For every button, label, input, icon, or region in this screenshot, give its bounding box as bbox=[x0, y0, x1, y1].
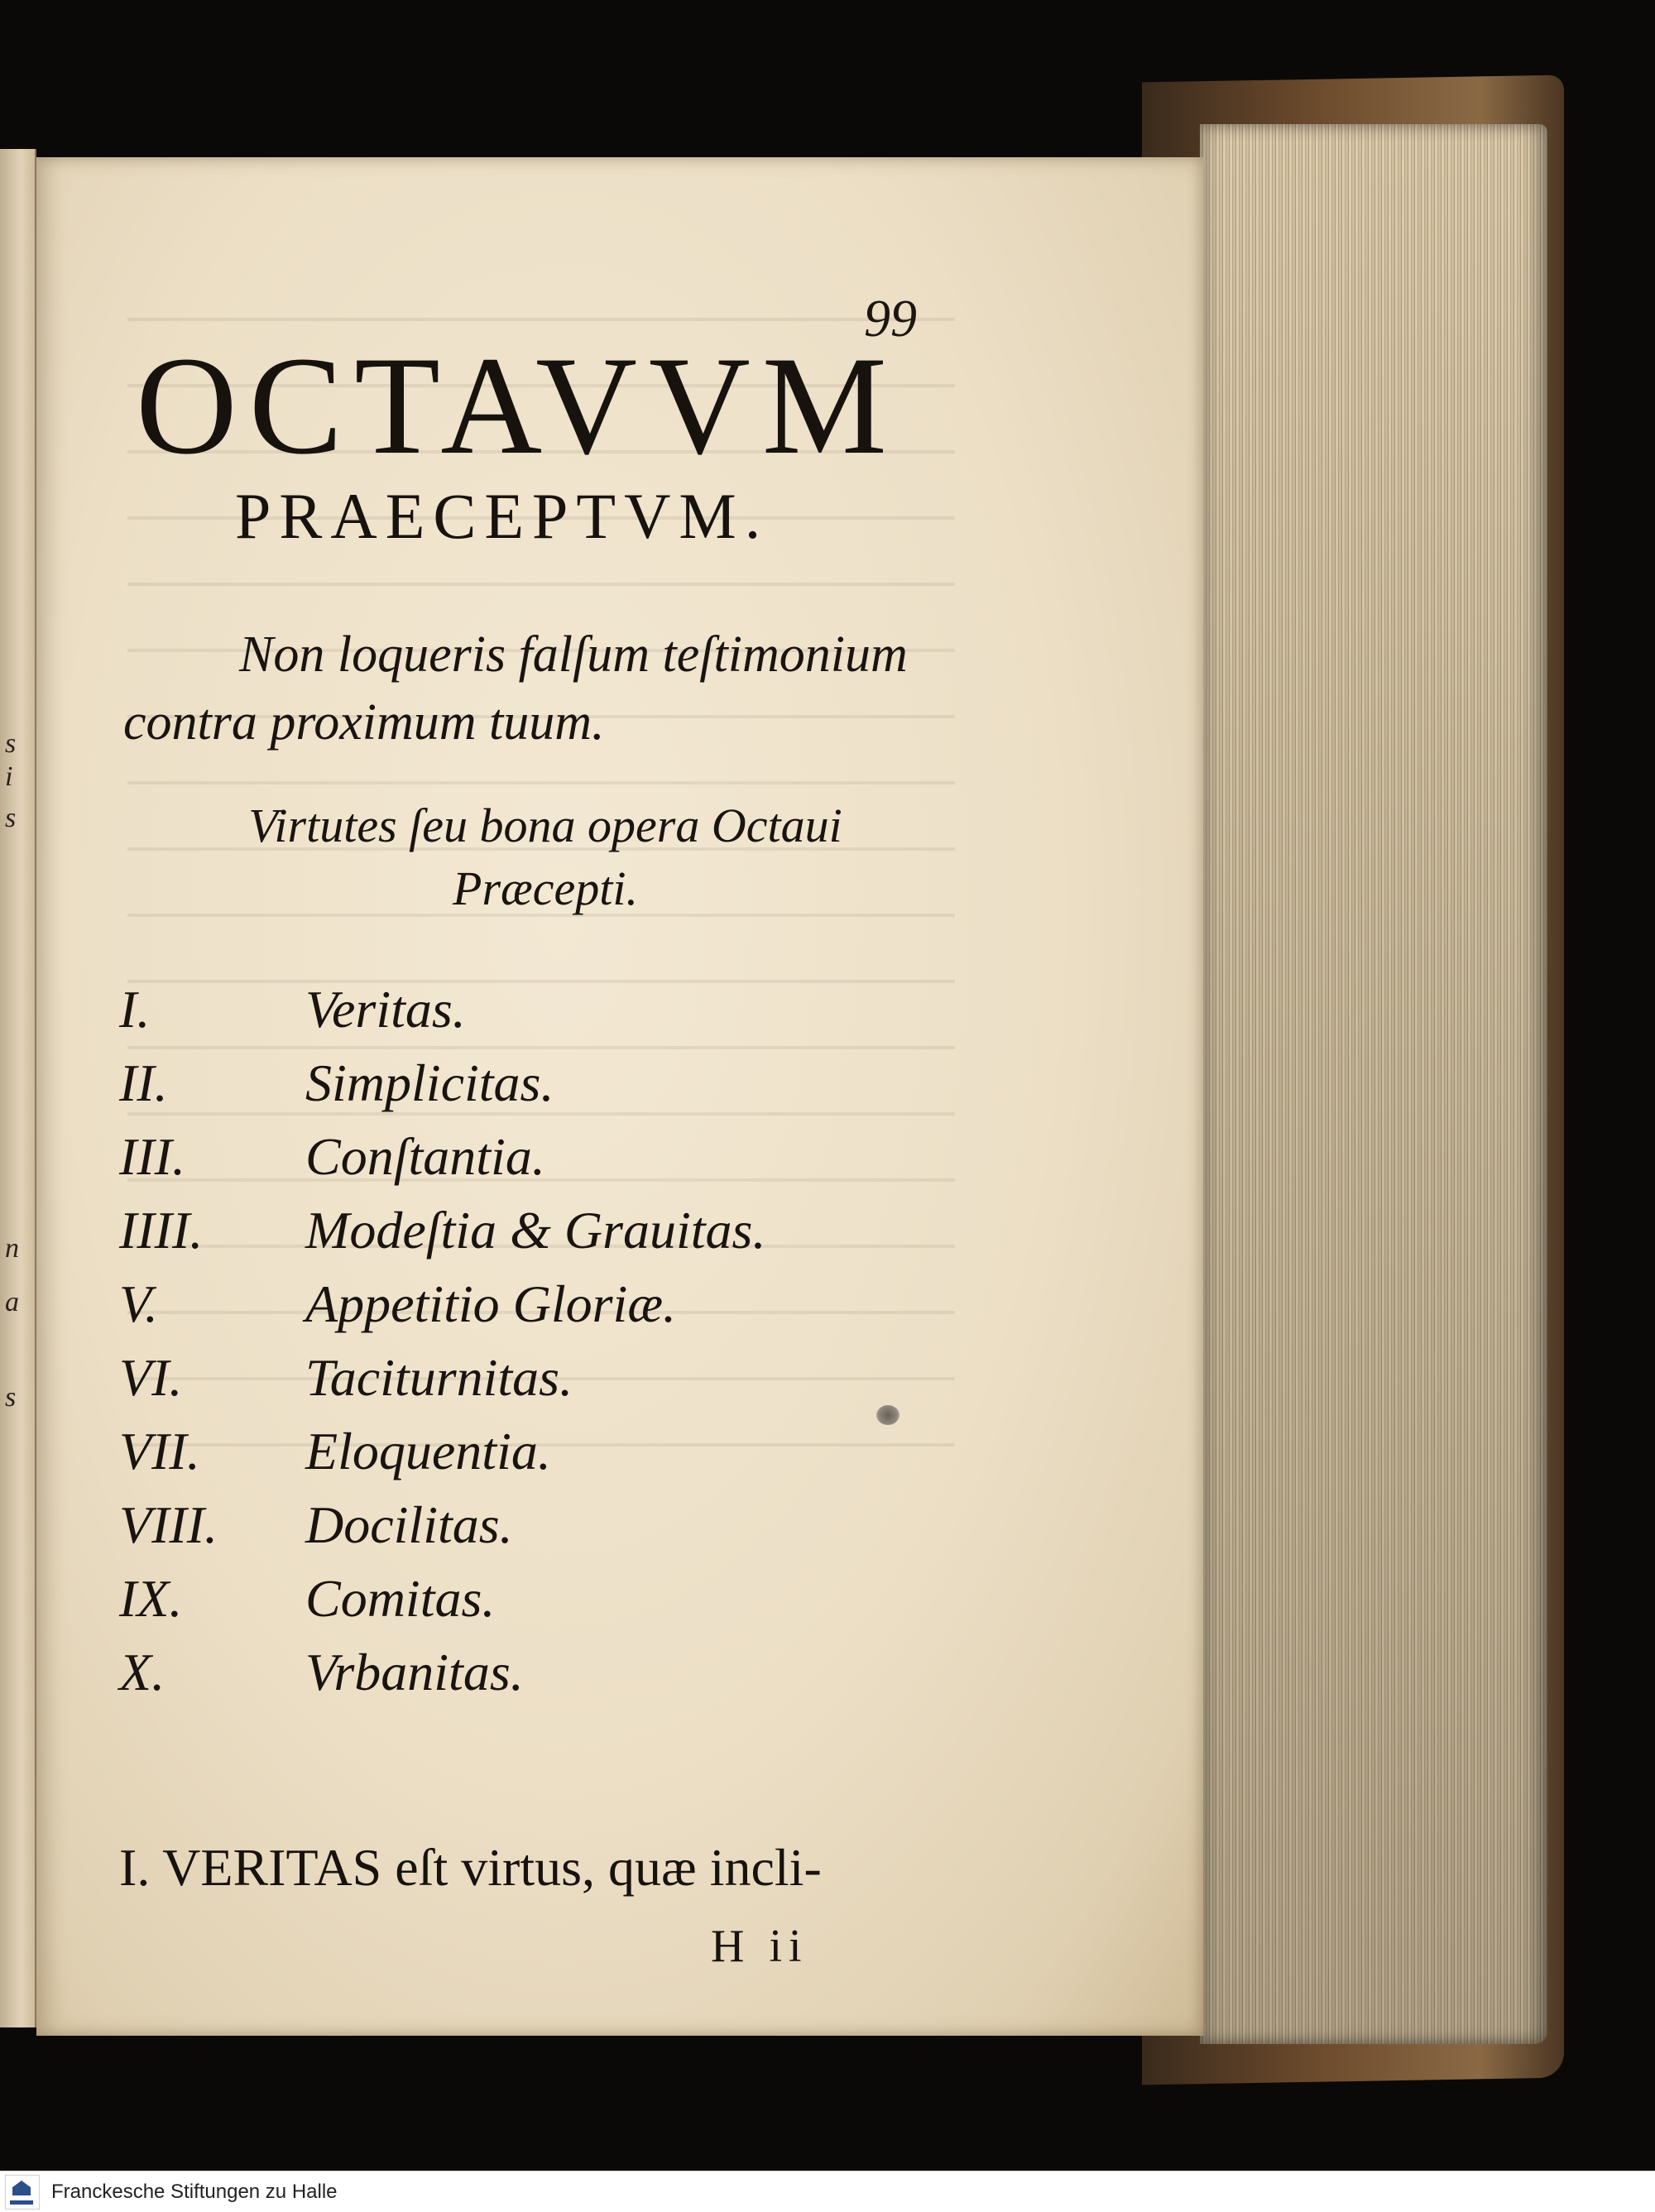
list-item bbox=[119, 1267, 947, 1341]
virtue-number: III. bbox=[119, 1126, 185, 1186]
list-item bbox=[119, 1488, 947, 1562]
virtue-name: Conſtantia. bbox=[305, 1126, 545, 1186]
institution-logo-icon[interactable] bbox=[5, 2175, 40, 2210]
virtue-name: Comitas. bbox=[305, 1568, 496, 1628]
virtue-number: VII. bbox=[119, 1421, 200, 1480]
list-item bbox=[119, 1193, 947, 1267]
virtue-name: Taciturnitas. bbox=[305, 1347, 573, 1407]
list-item bbox=[119, 972, 947, 1046]
virtue-number: II. bbox=[119, 1053, 168, 1112]
paper-stain bbox=[876, 1405, 899, 1425]
virtues-heading: Virtutes ſeu bona opera Octaui Præcepti. bbox=[248, 799, 842, 915]
virtue-name: Veritas. bbox=[305, 979, 466, 1039]
page-title: OCTAVVM bbox=[136, 328, 899, 483]
book-page bbox=[36, 157, 1203, 2036]
page-subtitle: PRAECEPTVM. bbox=[235, 480, 770, 552]
margin-fragment: i bbox=[5, 761, 13, 792]
list-item bbox=[119, 1120, 947, 1193]
virtue-number: I. bbox=[119, 979, 151, 1039]
margin-fragment: s bbox=[5, 1382, 17, 1413]
signature-mark: H ii bbox=[711, 1921, 808, 1972]
virtue-list bbox=[119, 972, 947, 1709]
list-item bbox=[119, 1414, 947, 1488]
virtue-name: Vrbanitas. bbox=[305, 1642, 524, 1701]
commandment-text: Non loqueris falſum teſtimonium contra proximum tuum. bbox=[123, 626, 908, 751]
virtue-name: Appetitio Gloriæ. bbox=[305, 1274, 676, 1333]
page-number: 99 bbox=[864, 289, 917, 348]
list-item bbox=[119, 1046, 947, 1120]
list-item bbox=[119, 1562, 947, 1635]
closing-text: I. VERITAS eſt virtus, quæ incli- bbox=[119, 1838, 822, 1897]
house-icon bbox=[12, 2181, 31, 2195]
list-item bbox=[119, 1341, 947, 1414]
margin-fragment: s bbox=[5, 728, 17, 759]
virtue-name: Simplicitas. bbox=[305, 1053, 554, 1112]
page-edges bbox=[1200, 124, 1547, 2044]
margin-fragment: s bbox=[5, 803, 17, 833]
virtue-number: IX. bbox=[119, 1568, 183, 1628]
logo-bar bbox=[10, 2200, 33, 2205]
virtue-name: Modeſtia & Grauitas. bbox=[305, 1200, 766, 1260]
virtue-name: Eloquentia. bbox=[305, 1421, 551, 1480]
virtue-number: VI. bbox=[119, 1347, 183, 1407]
previous-page-edge bbox=[0, 149, 36, 2027]
list-item bbox=[119, 1635, 947, 1709]
margin-fragment: n bbox=[5, 1233, 19, 1264]
virtue-number: IIII. bbox=[119, 1200, 204, 1260]
virtue-name: Docilitas. bbox=[305, 1495, 513, 1554]
footer-label: Franckesche Stiftungen zu Halle bbox=[51, 2181, 338, 2203]
margin-fragment: a bbox=[5, 1287, 19, 1317]
virtue-number: V. bbox=[119, 1274, 158, 1333]
footer-bar bbox=[0, 2171, 1655, 2212]
virtue-number: X. bbox=[119, 1642, 166, 1701]
virtue-number: VIII. bbox=[119, 1495, 218, 1554]
